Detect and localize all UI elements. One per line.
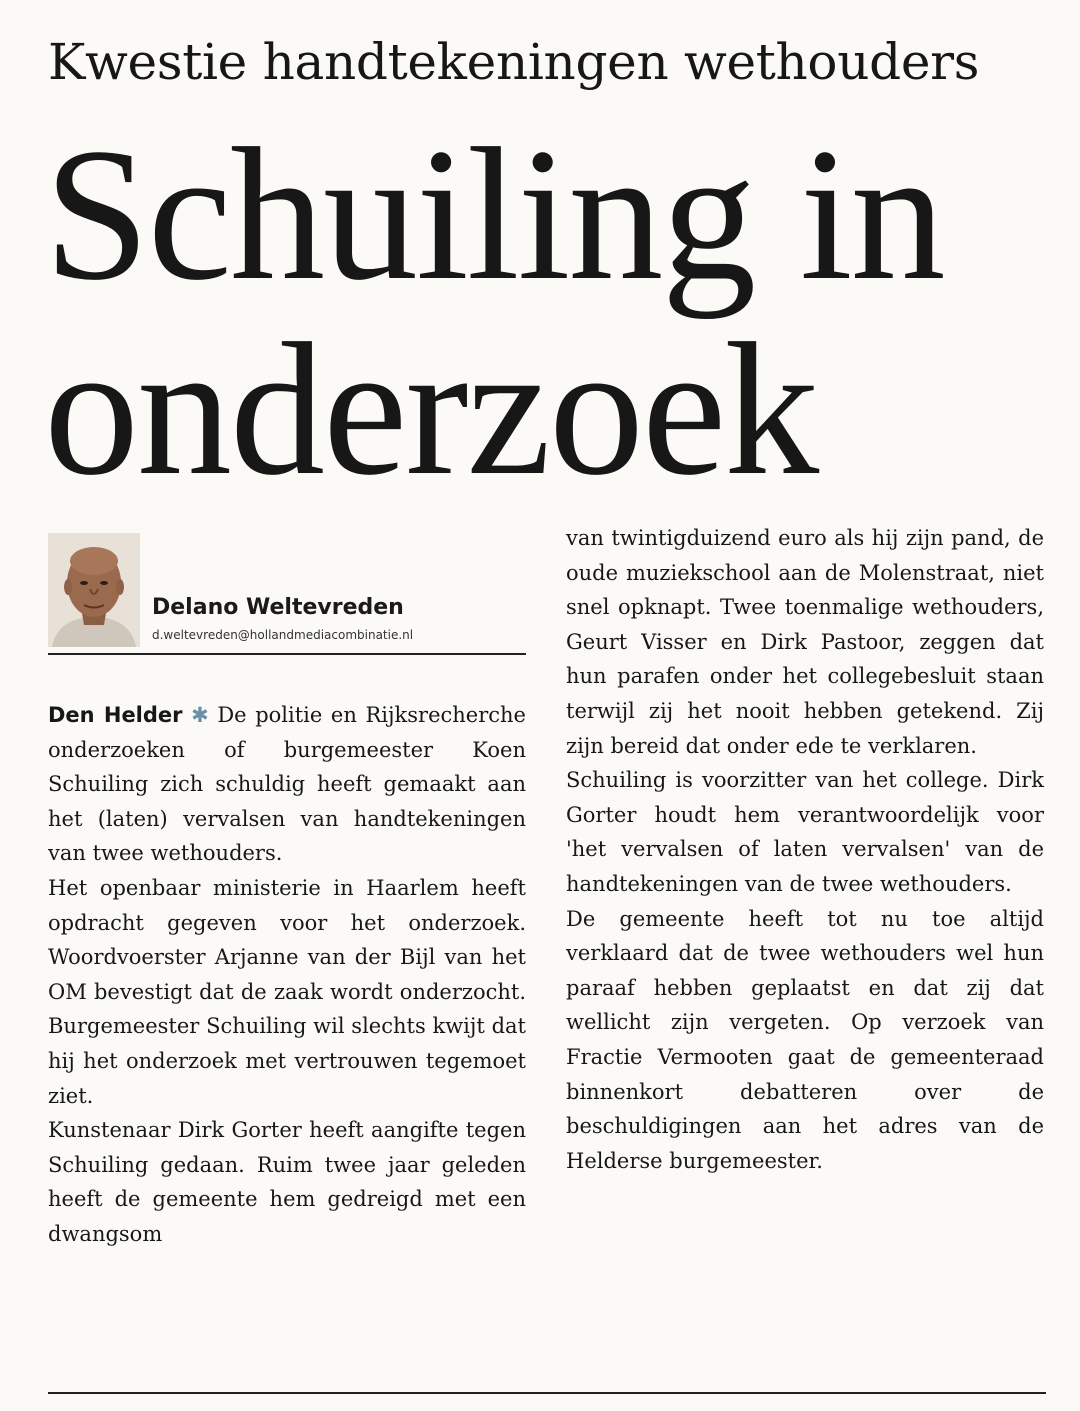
headline-line-1: Schuiling in xyxy=(44,110,944,320)
paragraph: Schuiling is voorzitter van het college. Dirk Gorter houdt hem verantwoordelijk voor 'het vervalsen of laten vervalsen' van de handtekeningen van de twee wethouders. xyxy=(566,768,1044,896)
paragraph: van twintigduizend euro als hij zijn pand, de oude muziekschool aan de Molenstraat, niet snel opknapt. Twee toenmalige wethouders, Geurt Visser en Dirk Pastoor, zeggen dat hun parafen onder het collegebesluit staan terwijl zij het nooit hebben getekend. Zij zijn bereid dat onder ede te verklaren. xyxy=(566,526,1044,758)
byline xyxy=(48,527,526,655)
author-photo xyxy=(48,533,140,647)
bottom-divider xyxy=(48,1392,1046,1394)
author-name: Delano Weltevreden xyxy=(152,595,404,620)
dateline: Den Helder xyxy=(48,703,183,727)
kicker: Kwestie handtekeningen wethouders xyxy=(48,33,980,91)
headline-line-2: onderzoek xyxy=(44,305,818,515)
author-email[interactable]: d.weltevreden@hollandmediacombinatie.nl xyxy=(152,628,414,642)
article-column-left xyxy=(48,698,526,1252)
headline xyxy=(44,110,1054,515)
paragraph: De gemeente heeft tot nu toe altijd verklaard dat de twee wethouders wel hun paraaf hebben geplaatst en dat zij dat wellicht zijn vergeten. Op verzoek van Fractie Vermooten gaat de gemeenteraad binnenkort debatteren over de beschuldigingen aan het adres van de Helderse burgemeester. xyxy=(566,906,1044,1173)
article-column-right xyxy=(566,521,1044,1178)
paragraph-text: De politie en Rijksrecherche onderzoeken of burgemeester Koen Schuiling zich schuldig heeft gemaakt aan het (laten) vervalsen van handtekeningen van twee wethouders. xyxy=(48,703,526,866)
paragraph: Kunstenaar Dirk Gorter heeft aangifte tegen Schuiling gedaan. Ruim twee jaar geleden heeft de gemeente hem gedreigd met een dwangsom xyxy=(48,1118,526,1246)
paragraph: Het openbaar ministerie in Haarlem heeft opdracht gegeven voor het onderzoek. Woordvoerster Arjanne van der Bijl van het OM bevestigt dat de zaak wordt onderzocht. Burgemeester Schuiling wil slechts kwijt dat hij het onderzoek met vertrouwen tegemoet ziet. xyxy=(48,875,526,1108)
author-portrait-image xyxy=(48,533,140,647)
paragraph xyxy=(48,698,526,871)
asterisk-icon: ✱ xyxy=(191,703,209,727)
